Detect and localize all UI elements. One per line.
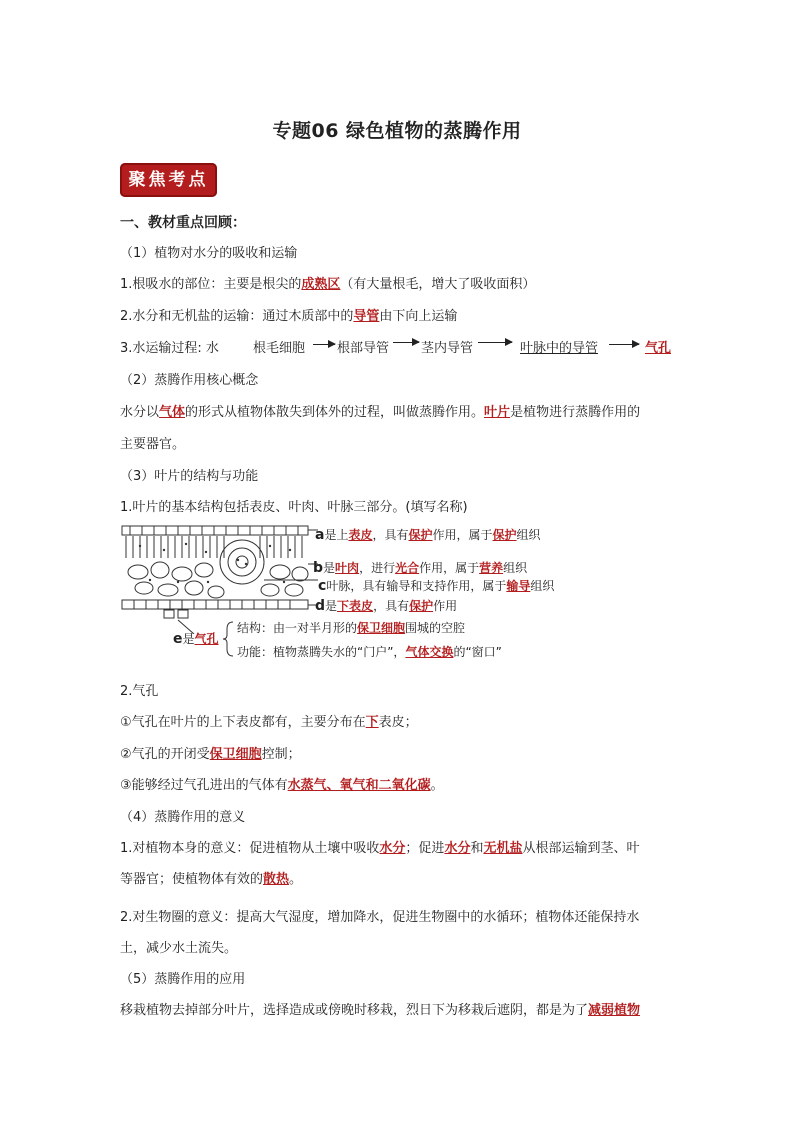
flow-start: 3.水运输过程: 水 (120, 341, 219, 356)
subheading-4: （4）蒸腾作用的意义 (120, 810, 246, 825)
text-line: ②气孔的开闭受保卫细胞控制； (120, 747, 301, 762)
figure-label-d: d是下表皮，具有保护作用 (315, 598, 458, 614)
text-line: 移栽植物去掉部分叶片，选择造成或傍晚时移栽，烈日下为移栽后遮阴，都是为了减弱植物 (120, 1003, 641, 1018)
text-line: 主要器官。 (120, 437, 186, 452)
arrow-icon (609, 344, 639, 345)
arrow-icon (313, 344, 335, 345)
focus-badge: 聚焦考点 (120, 163, 217, 197)
text-line: ③能够经过气孔进出的气体有水蒸气、氧气和二氧化碳。 (120, 778, 444, 793)
text-line: 等器官；使植物体有效的散热。 (120, 872, 303, 887)
flow-step: 叶脉中的导管 (520, 341, 599, 356)
subheading-2: （2）蒸腾作用核心概念 (120, 373, 259, 388)
text-line: 2.对生物圈的意义：提高大气湿度，增加降水，促进生物圈中的水循环；植物体还能保持水 (120, 910, 640, 925)
stomata-function: 功能：植物蒸腾失水的“门户”，气体交换的“窗口” (237, 645, 502, 659)
stomata-structure: 结构：由一对半月形的保卫细胞围城的空腔 (237, 621, 466, 635)
figure-label-c: c叶脉，具有输导和支持作用，属于输导组织 (318, 578, 555, 594)
flow-step: 根部导管 (337, 341, 390, 356)
brace-icon (223, 620, 235, 658)
flow-step: 根毛细胞 (253, 341, 306, 356)
arrow-icon (393, 342, 419, 343)
text-line: ①气孔在叶片的上下表皮都有，主要分布在下表皮； (120, 715, 418, 730)
text-line: 水分以气体的形式从植物体散失到体外的过程，叫做蒸腾作用。叶片是植物进行蒸腾作用的 (120, 405, 641, 420)
leaf-cross-section-diagram (120, 522, 320, 634)
arrow-icon (478, 342, 512, 343)
text-line: 1.对植物本身的意义：促进植物从土壤中吸收水分；促进水分和无机盐从根部运输到茎、叶 (120, 841, 640, 856)
subheading-5: （5）蒸腾作用的应用 (120, 972, 246, 987)
flow-step: 茎内导管 (421, 341, 474, 356)
text-line: 1.根吸水的部位：主要是根尖的成熟区（有大量根毛，增大了吸收面积） (120, 277, 536, 292)
text-line: 1.叶片的基本结构包括表皮、叶肉、叶脉三部分。(填写名称) (120, 500, 468, 515)
text-line: 2.水分和无机盐的运输：通过木质部中的导管由下向上运输 (120, 309, 458, 324)
subheading-3: （3）叶片的结构与功能 (120, 469, 259, 484)
figure-label-b: b是叶肉，进行光合作用，属于营养组织 (313, 560, 528, 576)
text-line: 土，减少水土流失。 (120, 941, 238, 956)
section-heading: 一、教材重点回顾： (120, 215, 246, 231)
subheading-stomata: 2.气孔 (120, 684, 159, 699)
figure-label-e: e是气孔 (173, 631, 219, 647)
flow-end: 气孔 (645, 341, 672, 356)
figure-label-a: a是上表皮，具有保护作用，属于保护组织 (315, 527, 541, 543)
page-title: 专题06 绿色植物的蒸腾作用 (272, 120, 522, 142)
subheading-1: （1）植物对水分的吸收和运输 (120, 246, 298, 261)
